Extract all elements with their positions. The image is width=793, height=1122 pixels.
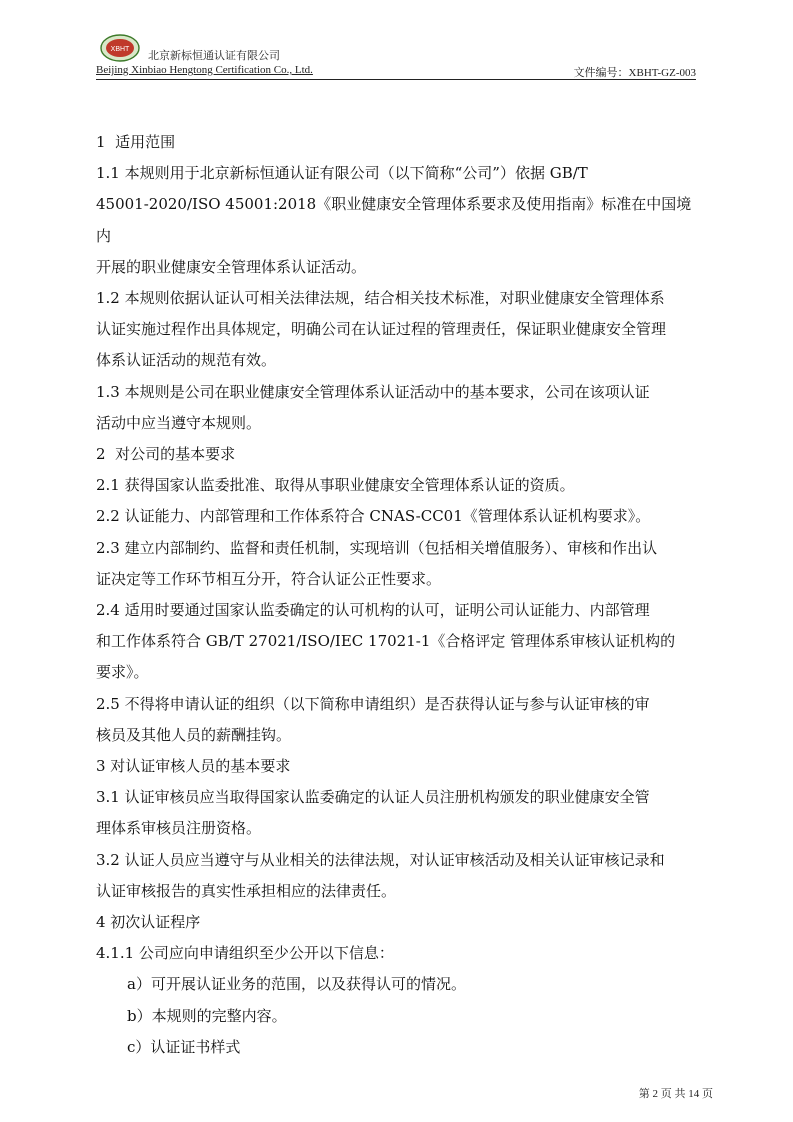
paragraph-line: 2.3 建立内部制约、监督和责任机制，实现培训（包括相关增值服务）、审核和作出认 [96,538,658,557]
paragraph-line: 1.2 本规则依据认证认可相关法律法规，结合相关技术标准，对职业健康安全管理体系 [96,289,665,308]
paragraph-line: 体系认证活动的规范有效。 [96,351,277,370]
page-number: 第 2 页 共 14 页 [638,1088,713,1100]
paragraph-line: 开展的职业健康安全管理体系认证活动。 [96,257,367,276]
paragraph-line: 2.2 认证能力、内部管理和工作体系符合 CNAS-CC01《管理体系认证机构要求》。 [96,507,651,526]
paragraph-line: 2.4 适用时要通过国家认监委确定的认可机构的认可，证明公司认证能力、内部管理 [96,601,650,620]
company-name-en: Beijing Xinbiao Hengtong Certification Co., Ltd. [96,64,313,76]
paragraph-line: 和工作体系符合 GB/T 27021/ISO/IEC 17021-1《合格评定 管理体系审核认证机构的 [96,632,676,651]
paragraph-line: 认证实施过程作出具体规定，明确公司在认证过程的管理责任，保证职业健康安全管理 [96,320,667,339]
header-divider [96,79,696,80]
document-number: 文件编号：XBHT-GZ-003 [573,67,696,79]
paragraph-line: 1.1 本规则用于北京新标恒通认证有限公司（以下简称“公司”）依据 GB/T [96,164,588,183]
paragraph-line: 核员及其他人员的薪酬挂钩。 [96,725,292,744]
paragraph-line: 3.1 认证审核员应当取得国家认监委确定的认证人员注册机构颁发的职业健康安全管 [96,788,650,807]
section-heading: 4 初次认证程序 [96,913,201,932]
company-logo-icon [100,34,140,62]
section-heading: 2 对公司的基本要求 [96,445,236,464]
list-item: c）认证证书样式 [127,1037,241,1056]
list-item: b）本规则的完整内容。 [127,1006,287,1025]
document-body [96,127,706,1063]
paragraph-line: 45001-2020/ISO 45001:2018《职业健康安全管理体系要求及使用指南》标准在中国境内 [96,195,692,245]
list-item: a）可开展认证业务的范围，以及获得认可的情况。 [127,975,466,994]
paragraph-line: 1.3 本规则是公司在职业健康安全管理体系认证活动中的基本要求，公司在该项认证 [96,382,650,401]
paragraph-line: 3.2 认证人员应当遵守与从业相关的法律法规，对认证审核活动及相关认证审核记录和 [96,850,665,869]
company-name-cn: 北京新标恒通认证有限公司 [148,49,280,62]
paragraph-line: 活动中应当遵守本规则。 [96,413,262,432]
paragraph-line: 证决定等工作环节相互分开，符合认证公正性要求。 [96,569,442,588]
paragraph-line: 认证审核报告的真实性承担相应的法律责任。 [96,881,397,900]
paragraph-line: 2.5 不得将申请认证的组织（以下简称申请组织）是否获得认证与参与认证审核的审 [96,694,650,713]
paragraph-line: 理体系审核员注册资格。 [96,819,262,838]
paragraph-line: 要求》。 [96,663,149,682]
paragraph-line: 2.1 获得国家认监委批准、取得从事职业健康安全管理体系认证的资质。 [96,476,575,495]
paragraph-line: 4.1.1 公司应向申请组织至少公开以下信息： [96,944,394,963]
section-heading: 1 适用范围 [96,133,176,151]
page-header [96,34,696,80]
svg-text:XBHT: XBHT [110,46,130,53]
section-heading: 3 对认证审核人员的基本要求 [96,757,291,776]
